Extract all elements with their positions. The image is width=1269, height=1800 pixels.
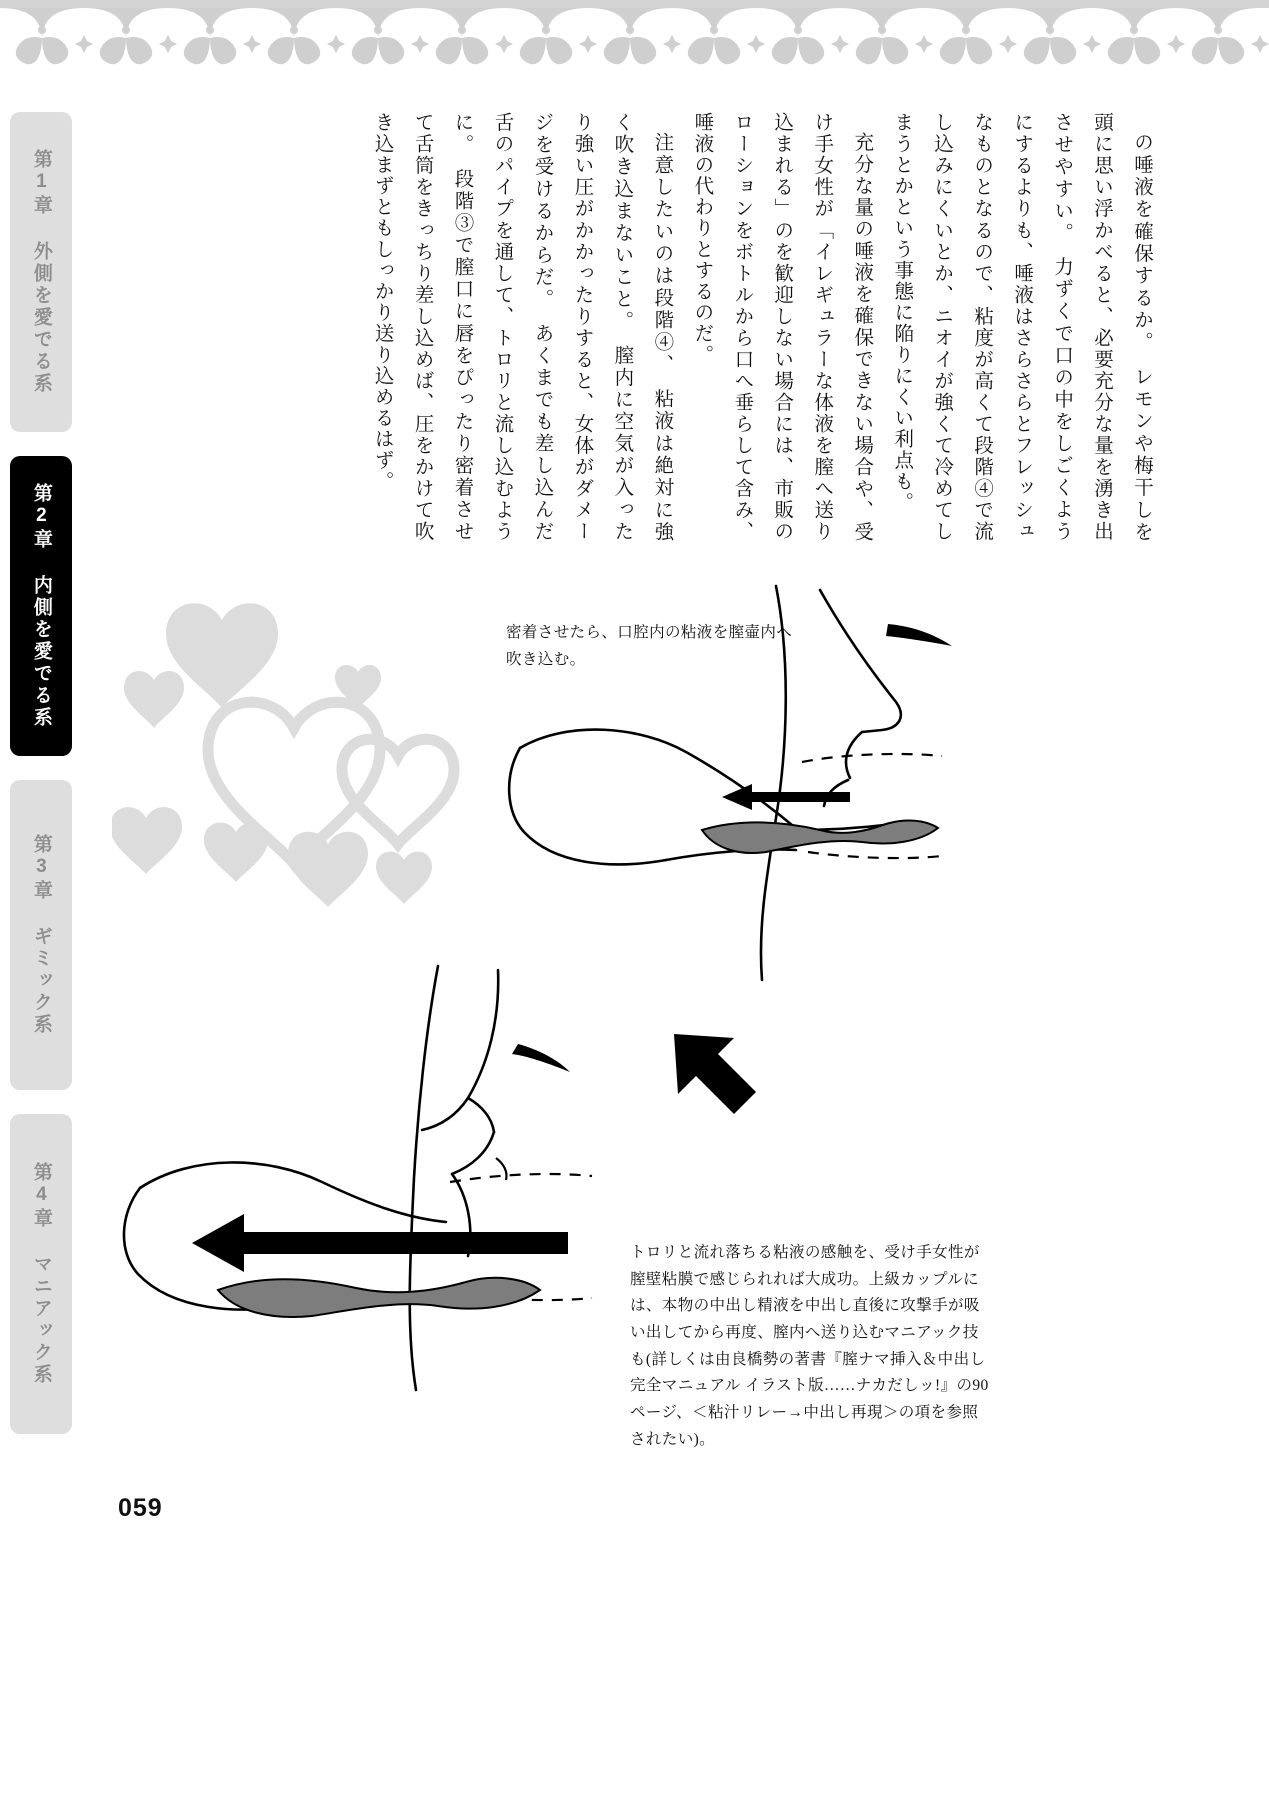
chapter-2-label: 第2章 内側を愛でる系 xyxy=(30,483,52,729)
hearts-decoration xyxy=(112,560,472,945)
chapter-4-label: 第4章 マニアック系 xyxy=(30,1162,52,1386)
caption-top: 密着させたら、口腔内の粘液を膣壷内へ吹き込む。 xyxy=(506,624,793,668)
body-paragraph-1: の唾液を確保するか。 レモンや梅干しを頭に思い浮かべると、必要充分な量を湧き出させやすい。 力ずくで口の中をしごくようにするよりも、唾液はさらさらとフレッシュなものとなるので、粘度が高くて段階④で流し込みにくいとか、ニオイが強くて冷めてしまうとかという事態に陥りにくい利点も。 xyxy=(891,112,1152,542)
body-text-block xyxy=(362,112,1161,542)
body-paragraph-2: 充分な量の唾液を確保できない場合や、受け手女性が「イレギュラーな体液を膣へ送り込まれる」のを歓迎しない場合には、市販のローションをボトルから口へ垂らして含み、唾液の代わりとするのだ。 xyxy=(691,112,873,542)
sidebar-item-chapter-2[interactable] xyxy=(10,456,72,756)
chapter-1-label: 第1章 外側を愛でる系 xyxy=(30,149,52,395)
body-paragraph-3: 注意したいのは段階④、 粘液は絶対に強く吹き込まないこと。 膣内に空気が入ったり強い圧がかかったりすると、女体がダメージを受けるからだ。 あくまでも差し込んだ舌のパイプを通して、トロリと流し込むように。 段階③で膣口に唇をぴったり密着させて舌筒をきっちり差し込めば、圧をかけて吹き込まずともしっかり送り込めるはず。 xyxy=(371,112,673,542)
sidebar-item-chapter-4[interactable] xyxy=(10,1114,72,1434)
page-number: 059 xyxy=(118,1494,163,1522)
sidebar-item-chapter-3[interactable] xyxy=(10,780,72,1090)
chapter-3-label: 第3章 ギミック系 xyxy=(30,834,52,1036)
header-ornament xyxy=(0,0,1269,82)
illustration-bottom xyxy=(100,960,660,1435)
sidebar-item-chapter-1[interactable] xyxy=(10,112,72,432)
arrow-down-right-icon xyxy=(660,1020,770,1135)
chapter-tab-list xyxy=(10,112,72,1458)
illustration-top xyxy=(490,580,1010,1005)
caption-bottom: トロリと流れ落ちる粘液の感触を、受け手女性が膣壁粘膜で感じられれば大成功。上級カップルには、本物の中出し精液を中出し直後に攻撃手が吸い出してから再度、膣内へ送り込むマニアック技も(詳しくは由良橋勢の著書『膣ナマ挿入＆中出し完全マニュアル イラスト版……ナカだしッ!』の90ページ、＜粘汁リレー→中出し再現＞の項を参照されたい)。 xyxy=(630,1244,989,1448)
